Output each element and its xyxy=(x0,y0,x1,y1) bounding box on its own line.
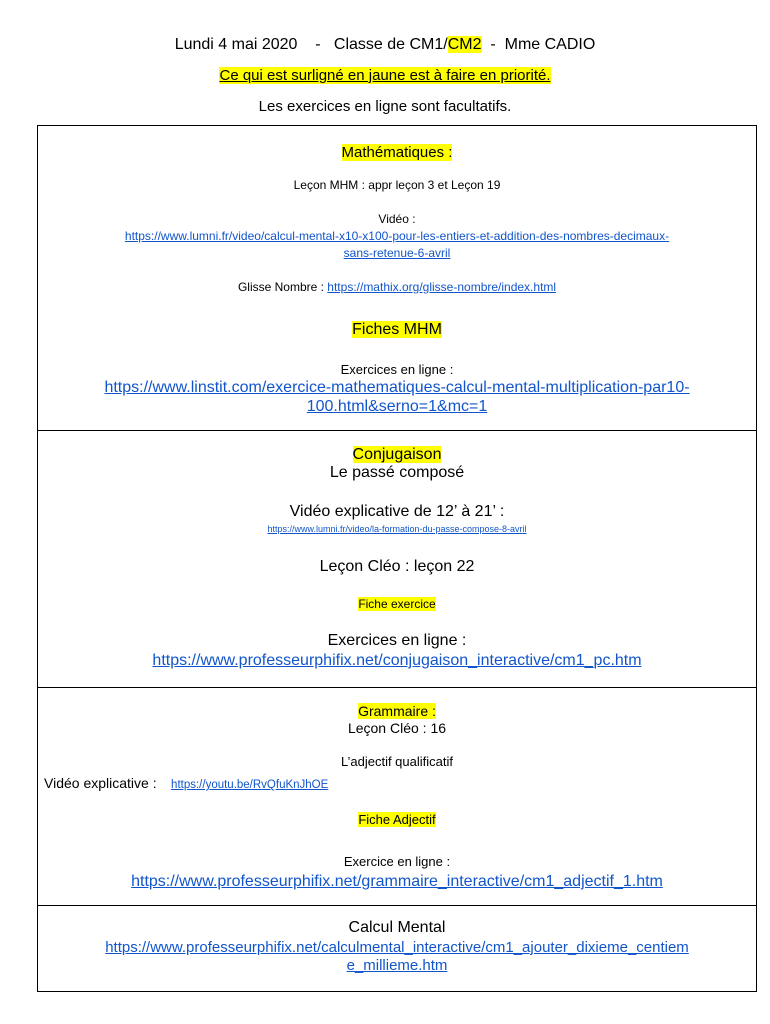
gram-title-row xyxy=(38,703,756,719)
conj-video-link[interactable]: https://www.lumni.fr/video/la-formation-du-passe-compose-8-avril xyxy=(267,524,527,534)
class-highlight: CM2 xyxy=(447,36,482,53)
math-exercises-label: Exercices en ligne : xyxy=(340,362,454,377)
calc-link[interactable]: https://www.professeurphifix.net/calculmental_interactive/cm1_ajouter_dixieme_centiem xyxy=(105,939,689,956)
teacher-name: Mme CADIO xyxy=(504,36,596,53)
math-video-label: Vidéo : xyxy=(378,212,416,226)
gram-lesson: Leçon Cléo : 16 xyxy=(347,720,447,736)
section-calcul-mental xyxy=(37,905,757,992)
fiches-mhm-link[interactable]: Fiches MHM xyxy=(352,321,442,338)
priority-note-row xyxy=(0,67,770,84)
conj-lesson: Leçon Cléo : leçon 22 xyxy=(319,558,475,575)
gram-exercise-link[interactable]: https://www.professeurphifix.net/grammaire_interactive/cm1_adjectif_1.htm xyxy=(131,873,663,890)
separator: - xyxy=(315,36,321,53)
section-conjugaison xyxy=(37,430,757,688)
gram-title: Grammaire : xyxy=(358,703,436,719)
gram-video-row xyxy=(44,775,328,793)
gram-exercise-label: Exercice en ligne : xyxy=(343,854,451,869)
separator: - xyxy=(490,36,496,53)
gram-fiche-link[interactable]: Fiche Adjectif xyxy=(358,812,436,827)
document-title xyxy=(0,36,770,54)
conj-fiche-row xyxy=(38,597,756,611)
date-text: Lundi 4 mai 2020 xyxy=(174,36,298,53)
conj-fiche-link[interactable]: Fiche exercice xyxy=(358,597,436,611)
gram-fiche-row xyxy=(38,812,756,827)
calc-link-cont[interactable]: e_millieme.htm xyxy=(346,957,448,974)
section-math xyxy=(37,125,757,431)
gram-topic: L’adjectif qualificatif xyxy=(340,754,453,769)
calc-title: Calcul Mental xyxy=(348,919,446,936)
conj-title-row xyxy=(38,446,756,464)
math-exercises-link-cont[interactable]: 100.html&serno=1&mc=1 xyxy=(306,398,488,415)
math-video-link-cont[interactable]: sans-retenue-6-avril xyxy=(343,246,451,260)
glisse-row xyxy=(38,280,756,294)
optional-note: Les exercices en ligne sont facultatifs. xyxy=(258,98,512,115)
class-prefix: Classe de CM1/ xyxy=(333,36,448,53)
priority-note: Ce qui est surligné en jaune est à faire en priorité. xyxy=(219,67,551,84)
conj-title: Conjugaison xyxy=(352,446,442,463)
conj-subtitle: Le passé composé xyxy=(329,464,465,481)
gram-video-link[interactable]: https://youtu.be/RvQfuKnJhOE xyxy=(171,779,329,791)
section-grammaire xyxy=(37,687,757,906)
conj-exercises-link[interactable]: https://www.professeurphifix.net/conjugaison_interactive/cm1_pc.htm xyxy=(152,652,642,669)
math-lesson: Leçon MHM : appr leçon 3 et Leçon 19 xyxy=(293,178,501,192)
math-video-link[interactable]: https://www.lumni.fr/video/calcul-mental-x10-x100-pour-les-entiers-et-addition-des-nombres-decimaux- xyxy=(124,229,670,243)
conj-exercises-label: Exercices en ligne : xyxy=(327,632,467,649)
glisse-link[interactable]: https://mathix.org/glisse-nombre/index.html xyxy=(327,280,557,294)
math-exercises-link[interactable]: https://www.linstit.com/exercice-mathematiques-calcul-mental-multiplication-par10- xyxy=(104,379,690,396)
math-title-row xyxy=(38,144,756,161)
math-title: Mathématiques : xyxy=(341,144,453,161)
conj-video-label: Vidéo explicative de 12’ à 21’ : xyxy=(289,503,505,520)
fiches-row xyxy=(38,321,756,339)
glisse-label: Glisse Nombre : xyxy=(237,280,328,294)
gram-video-label: Vidéo explicative : xyxy=(44,775,157,791)
